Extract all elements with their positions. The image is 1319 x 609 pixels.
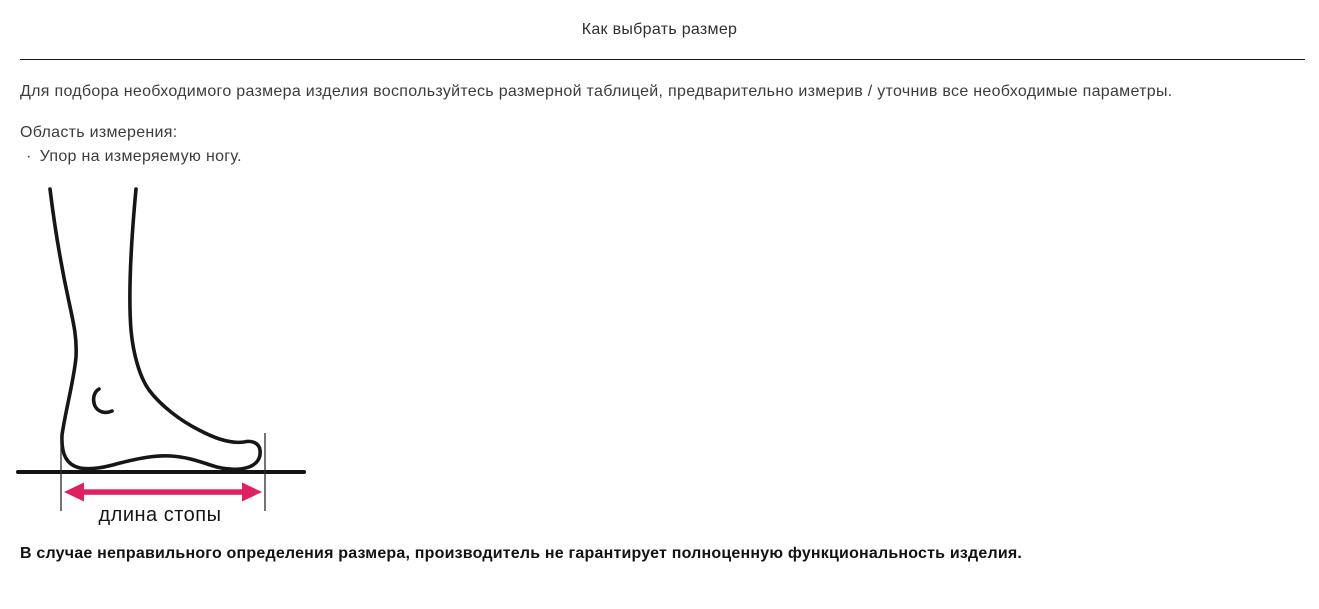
measurement-bullet-text: Упор на измеряемую ногу. <box>39 148 242 165</box>
measurement-heading: Область измерения: <box>20 124 178 141</box>
arrow-head-right-icon <box>242 483 262 502</box>
measurement-bullet-item <box>26 148 242 166</box>
foot-outline-path <box>50 189 260 469</box>
foot-outline-drawing <box>50 189 260 469</box>
foot-measurement-diagram <box>0 180 330 540</box>
warning-text: В случае неправильного определения размера, производитель не гарантирует полноценную функциональность изделия. <box>20 545 1023 562</box>
bullet-marker: · <box>26 148 32 165</box>
ankle-bone-line <box>94 389 112 412</box>
arrow-shaft <box>80 489 246 495</box>
intro-text: Для подбора необходимого размера изделия воспользуйтесь размерной таблицей, предварительно измерив / уточнив все необходимые параметры. <box>20 83 1173 100</box>
arrow-head-left-icon <box>64 483 84 502</box>
page-title: Как выбрать размер <box>581 21 738 38</box>
foot-length-label: длина стопы <box>98 504 222 526</box>
length-arrow <box>64 483 262 502</box>
title-divider <box>20 59 1305 60</box>
